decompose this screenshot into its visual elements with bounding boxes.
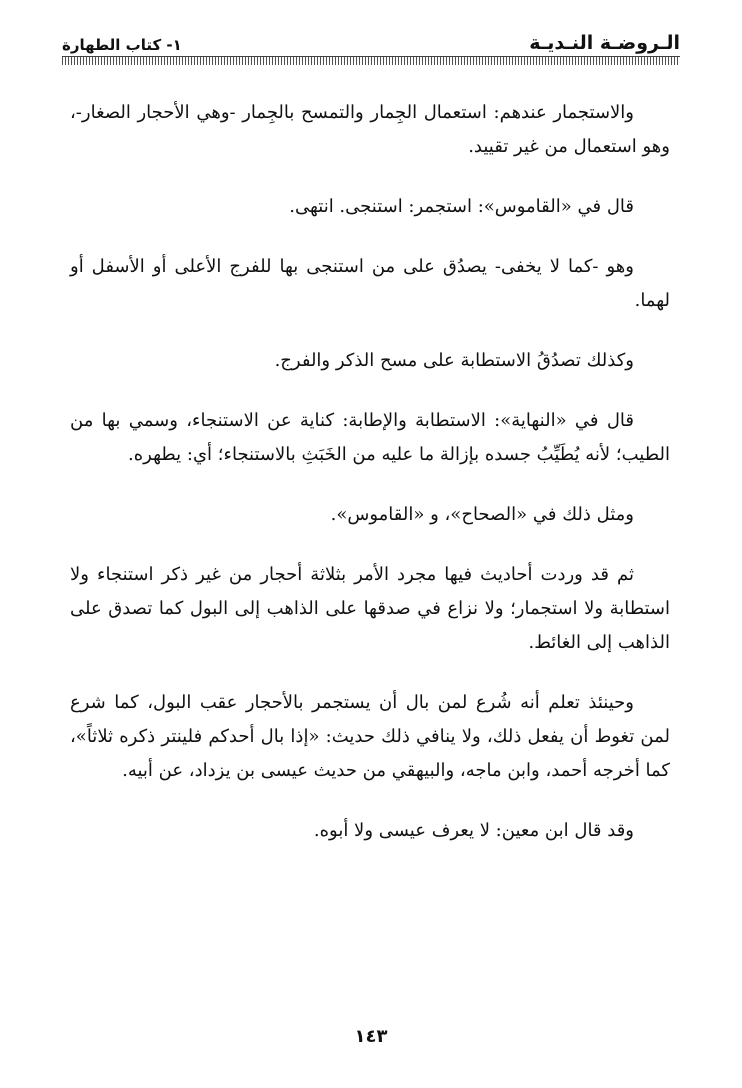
book-title: الـروضـة النـديـة	[529, 32, 680, 54]
header-divider	[62, 56, 680, 65]
paragraph: والاستجمار عندهم: استعمال الجِمار والتمسح بالجِمار -وهي الأحجار الصغار-، وهو استعمال من غير تقييد.	[70, 102, 670, 157]
paragraph: ومثل ذلك في «الصحاح»، و «القاموس».	[330, 504, 634, 525]
page-number: ١٤٣	[354, 1026, 388, 1047]
paragraph: وكذلك تصدُقُ الاستطابة على مسح الذكر والفرج.	[274, 350, 634, 371]
chapter-title: ١- كتاب الطهارة	[62, 36, 182, 54]
paragraph: وهو -كما لا يخفى- يصدُق على من استنجى بها للفرج الأعلى أو الأسفل أو لهما.	[70, 256, 670, 311]
paragraph: وحينئذ تعلم أنه شُرع لمن بال أن يستجمر بالأحجار عقب البول، كما شرع لمن تغوط أن يفعل ذلك، ولا ينافي ذلك حديث: «إذا بال أحدكم فلينتر ذكره ثلاثاً»، كما أخرجه أحمد، وابن ماجه، والبيهقي من حديث عيسى بن يزداد، عن أبيه.	[70, 692, 670, 781]
page-body	[70, 96, 670, 874]
paragraph: ثم قد وردت أحاديث فيها مجرد الأمر بثلاثة أحجار من غير ذكر استنجاء ولا استطابة ولا استجمار؛ ولا نزاع في صدقها على الذاهب إلى البول كما تصدق على الذاهب إلى الغائط.	[70, 564, 670, 653]
paragraph: قال في «النهاية»: الاستطابة والإطابة: كناية عن الاستنجاء، وسمي بها من الطيب؛ لأنه يُطَيِّبُ جسده بإزالة ما عليه من الخَبَثِ بالاستنجاء؛ أي: يطهره.	[70, 410, 670, 465]
paragraph: قال في «القاموس»: استجمر: استنجى. انتهى.	[289, 196, 634, 217]
paragraph: وقد قال ابن معين: لا يعرف عيسى ولا أبوه.	[313, 820, 634, 841]
running-header	[62, 28, 680, 54]
